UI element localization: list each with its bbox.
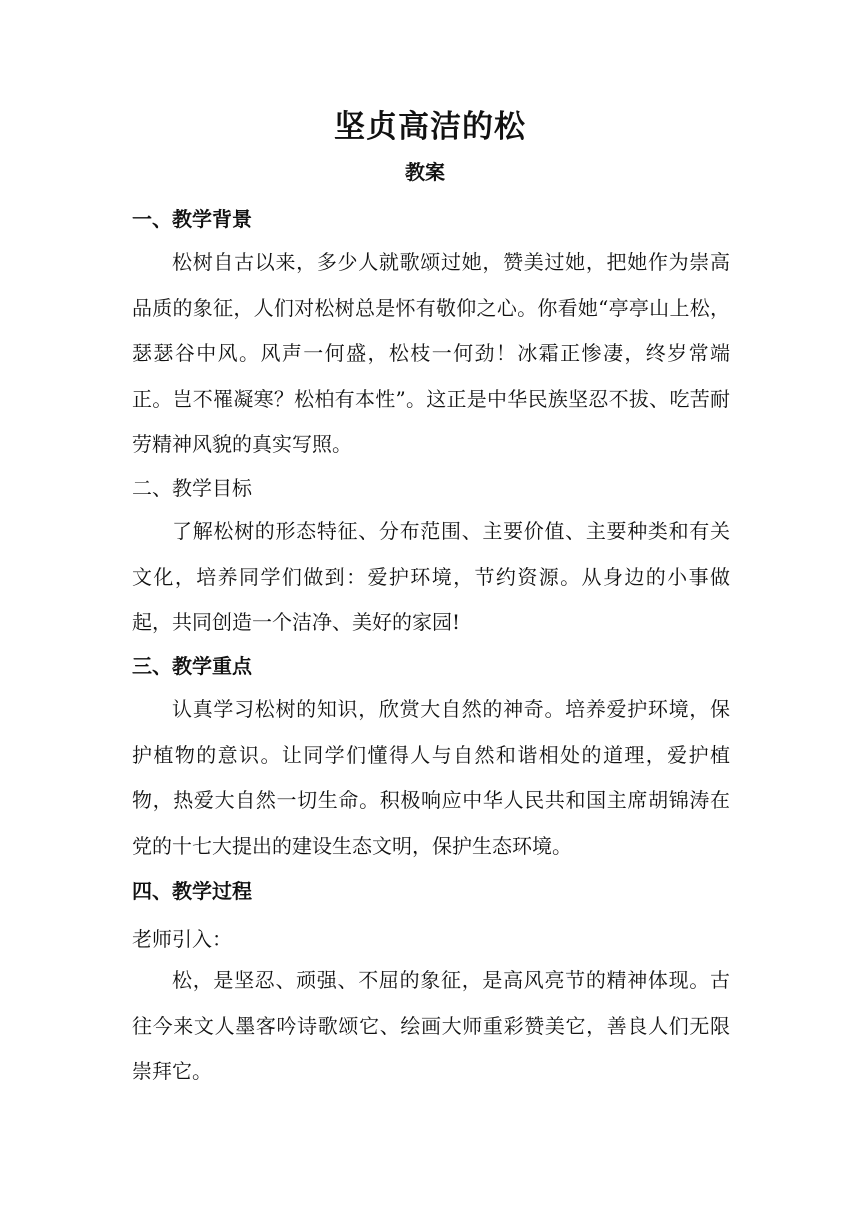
document-title: 坚贞高洁的松 xyxy=(334,109,526,145)
process-intro-label: 老师引入： xyxy=(132,927,232,951)
section-paragraph-key-points: 认真学习松树的知识，欣赏大自然的神奇。培养爱护环境，保护植物的意识。让同学们懂得人与自然和谐相处的道理，爱护植物，热爱大自然一切生命。积极响应中华人民共和国主席胡锦涛在党的十七大提出的建设生态文明，保护生态环境。 xyxy=(132,697,730,858)
section-heading-key-points: 三、教学重点 xyxy=(132,654,252,678)
section-paragraph-process: 松，是坚忍、顽强、不屈的象征，是高风亮节的精神体现。古往今来文人墨客吟诗歌颂它、绘画大师重彩赞美它，善良人们无限崇拜它。 xyxy=(132,968,730,1083)
section-heading-background: 一、教学背景 xyxy=(132,207,252,231)
section-heading-objectives: 二、教学目标 xyxy=(132,476,252,500)
document-subtitle: 教案 xyxy=(405,160,445,184)
section-paragraph-objectives: 了解松树的形态特征、分布范围、主要价值、主要种类和有关文化，培养同学们做到：爱护环境，节约资源。从身边的小事做起，共同创造一个洁净、美好的家园! xyxy=(132,519,730,634)
section-heading-process: 四、教学过程 xyxy=(132,879,252,903)
section-paragraph-background: 松树自古以来，多少人就歌颂过她，赞美过她，把她作为崇高品质的象征，人们对松树总是怀有敬仰之心。你看她“亭亭山上松，瑟瑟谷中风。风声一何盛，松枝一何劲！冰霜正惨凄，终岁常端正。岂不罹凝寒？松柏有本性”。这正是中华民族坚忍不拔、吃苦耐劳精神风貌的真实写照。 xyxy=(132,250,730,456)
